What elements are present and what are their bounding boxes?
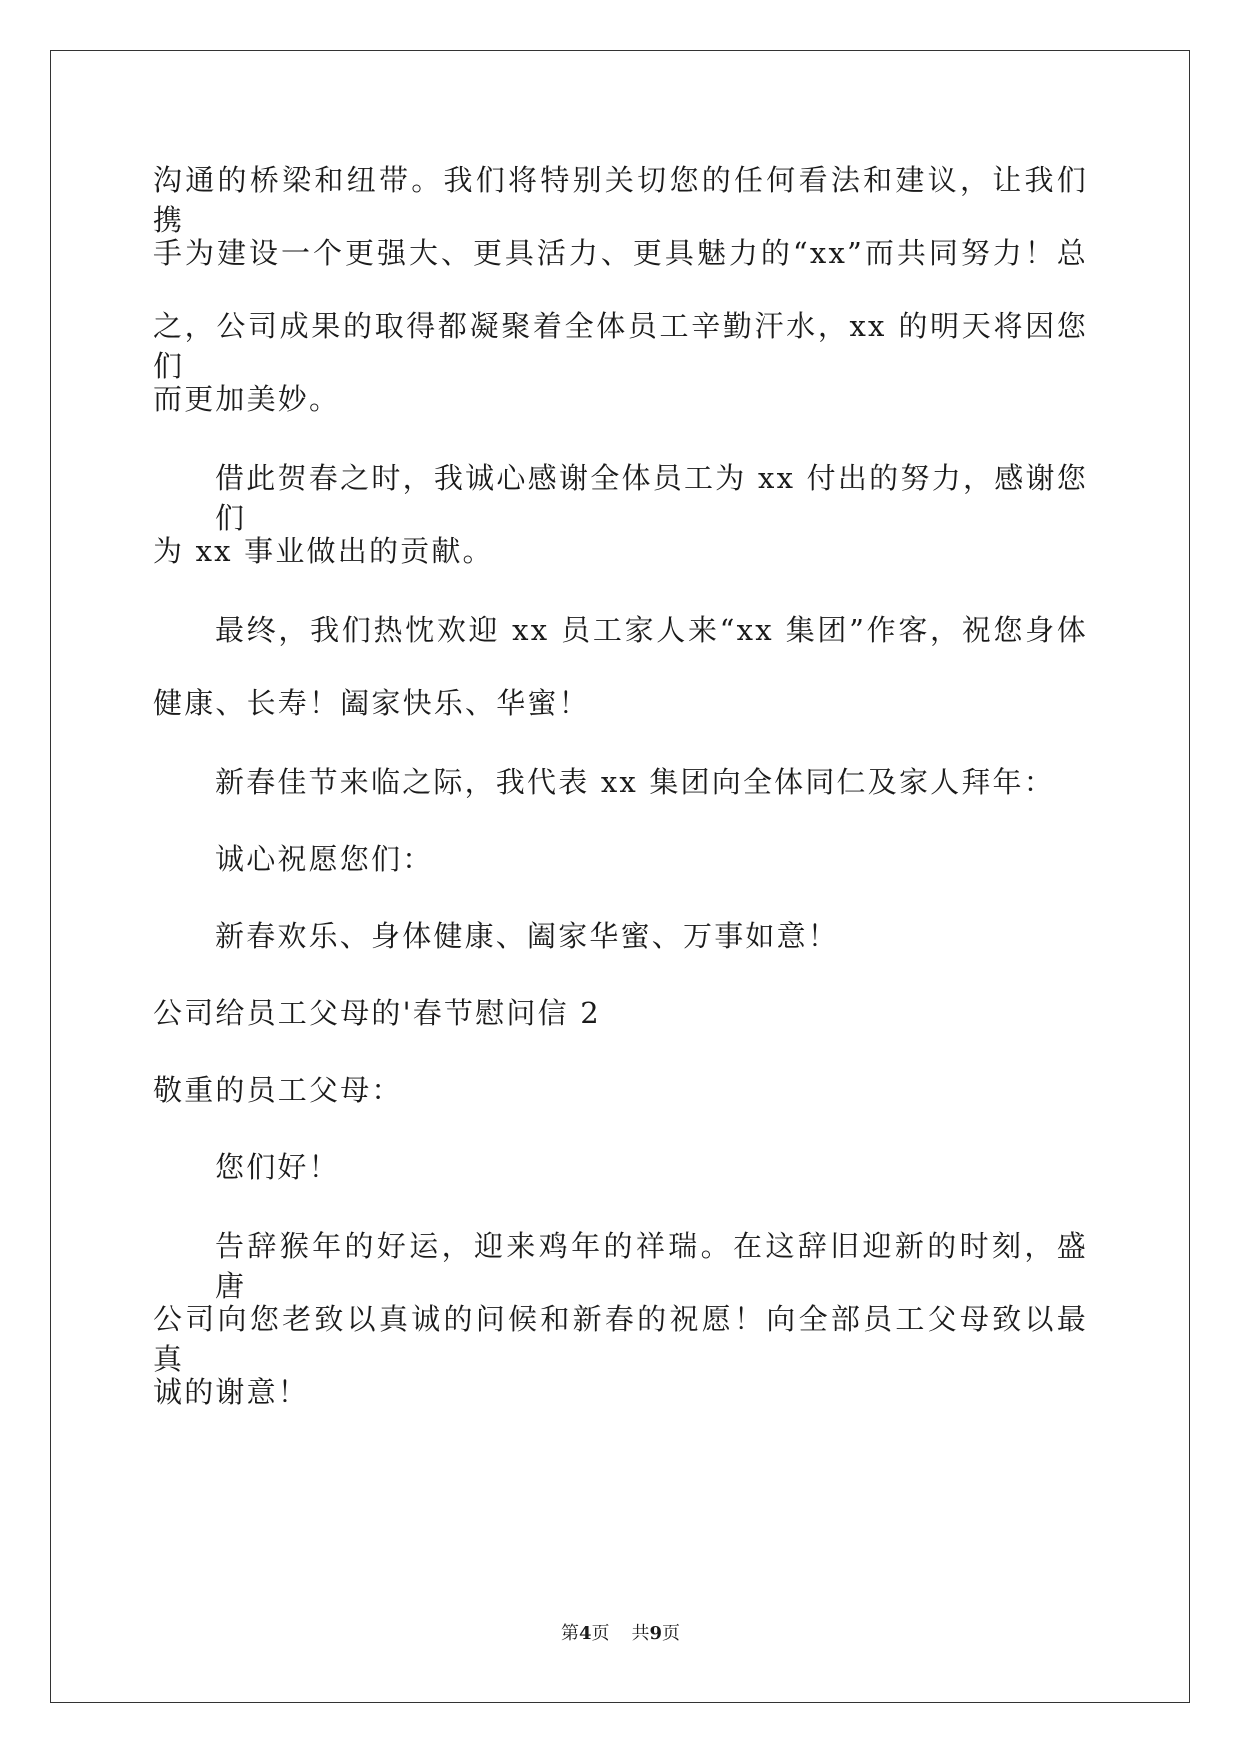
greeting: 您们好！	[215, 1150, 340, 1184]
paragraph-line: 借此贺春之时，我诚心感谢全体员工为 xx 付出的努力，感谢您们	[215, 461, 1088, 535]
text-line: 公司向您老致以真诚的问候和新春的祝愿！向全部员工父母致以最真	[153, 1302, 1088, 1376]
paragraph-line: 诚心祝愿您们：	[215, 842, 434, 876]
text-line: 健康、长寿！阖家快乐、华蜜！	[153, 686, 590, 720]
page-footer	[0, 1622, 1241, 1646]
paragraph-line: 告辞猴年的好运，迎来鸡年的祥瑞。在这辞旧迎新的时刻，盛唐	[215, 1229, 1088, 1303]
text-line: 诚的谢意！	[153, 1375, 310, 1409]
text-line: 之，公司成果的取得都凝聚着全体员工辛勤汗水，xx 的明天将因您们	[153, 309, 1088, 383]
footer-page-suffix: 页	[591, 1623, 610, 1644]
footer-total-prefix: 共	[631, 1623, 650, 1644]
paragraph-line: 新春佳节来临之际，我代表 xx 集团向全体同仁及家人拜年：	[215, 765, 1055, 799]
section-title: 公司给员工父母的'春节慰问信 2	[153, 996, 601, 1030]
text-line: 手为建设一个更强大、更具活力、更具魅力的“xx”而共同努力！总	[153, 236, 1088, 270]
footer-prefix: 第	[560, 1623, 579, 1644]
footer-total-pages: 9	[649, 1623, 663, 1644]
footer-total-suffix: 页	[662, 1623, 681, 1644]
salutation: 敬重的员工父母：	[153, 1073, 403, 1107]
text-line: 为 xx 事业做出的贡献。	[153, 534, 494, 568]
paragraph-line: 最终，我们热忱欢迎 xx 员工家人来“xx 集团”作客，祝您身体	[215, 613, 1088, 647]
text-line: 沟通的桥梁和纽带。我们将特别关切您的任何看法和建议，让我们携	[153, 163, 1088, 237]
footer-page-number: 4	[578, 1623, 592, 1644]
text-line: 而更加美妙。	[153, 382, 341, 416]
paragraph-line: 新春欢乐、身体健康、阖家华蜜、万事如意！	[215, 919, 840, 953]
